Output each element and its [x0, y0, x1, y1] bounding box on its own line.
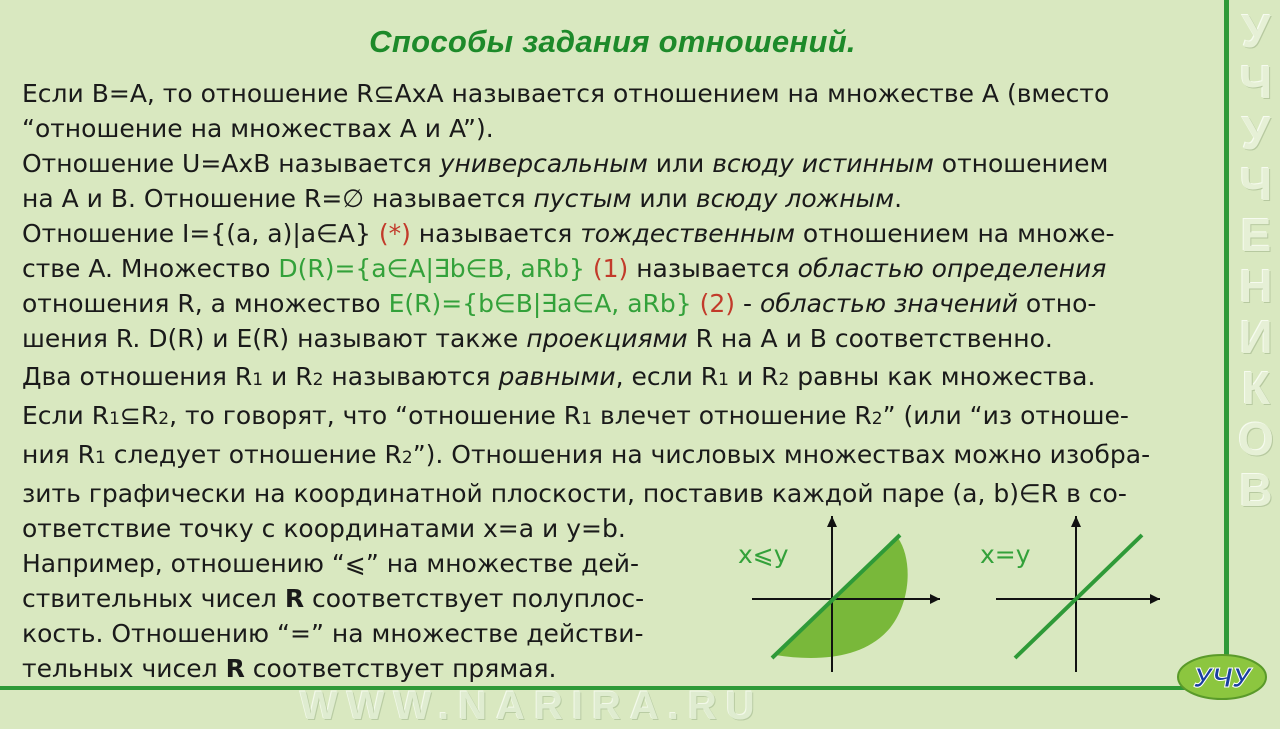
p2-line2: на A и B. Отношение R=∅ называется пустым или всюду ложным. [22, 184, 903, 213]
p1-line1: Если B=A, то отношение R⊆AxA называется отношением на множестве A (вместо [22, 79, 1110, 108]
frame-rail-vertical [1224, 0, 1229, 690]
p5-line4: тельных чисел R соответствует прямая. [22, 654, 557, 683]
graph-right-label: x=y [980, 540, 1031, 569]
logo [1176, 652, 1268, 702]
p5-line3: кость. Отношению “=” на множестве действи- [22, 619, 644, 648]
p4-line4: зить графически на координатной плоскости, поставив каждой паре (a, b)∈R в со- [22, 479, 1127, 508]
p4-line5: ответствие точку с координатами x=a и y=b. [22, 514, 626, 543]
graph-half-plane [740, 510, 940, 675]
p2-line1: Отношение U=AxB называется универсальным или всюду истинным отношением [22, 149, 1109, 178]
p3-line4: шения R. D(R) и E(R) называют также проекциями R на A и B соответственно. [22, 324, 1053, 353]
page-title: Способы задания отношений. [369, 24, 856, 59]
y-axis-arrow [827, 516, 837, 527]
x-axis-arrow [1150, 594, 1160, 604]
side-word: У Ч У Ч Е Н И К О В [1238, 5, 1274, 516]
watermark: WWW.NARIRA.RU [300, 684, 764, 728]
p4-line2: Если R1⊆R2, то говорят, что “отношение R1 влечет отношение R2” (или “из отноше- [22, 401, 1129, 430]
p3-line1: Отношение I={(a, a)|a∈A} (*) называется тождественным отношением на множе- [22, 219, 1115, 248]
identity-line [1015, 535, 1142, 658]
x-axis-arrow [930, 594, 940, 604]
graph-line [990, 510, 1160, 675]
p3-line3: отношения R, а множество E(R)={b∈B|∃a∈A, aRb} (2) - областью значений отно- [22, 289, 1097, 318]
half-plane-region [775, 538, 908, 658]
graph-left-label: x⩽y [738, 540, 789, 569]
p4-line1: Два отношения R1 и R2 называются равными, если R1 и R2 равны как множества. [22, 362, 1096, 391]
p4-line3: ния R1 следует отношение R2”). Отношения на числовых множествах можно изобра- [22, 440, 1151, 469]
y-axis-arrow [1071, 516, 1081, 527]
p3-line2: стве A. Множество D(R)={a∈A|∃b∈B, aRb} (1) называется областью определения [22, 254, 1107, 283]
p1-line2: “отношение на множествах A и A”). [22, 114, 494, 143]
p5-line1: Например, отношению “⩽” на множестве дей- [22, 549, 640, 578]
logo-text: УЧУ [1193, 662, 1251, 693]
p5-line2: ствительных чисел R соответствует полуплос- [22, 584, 645, 613]
